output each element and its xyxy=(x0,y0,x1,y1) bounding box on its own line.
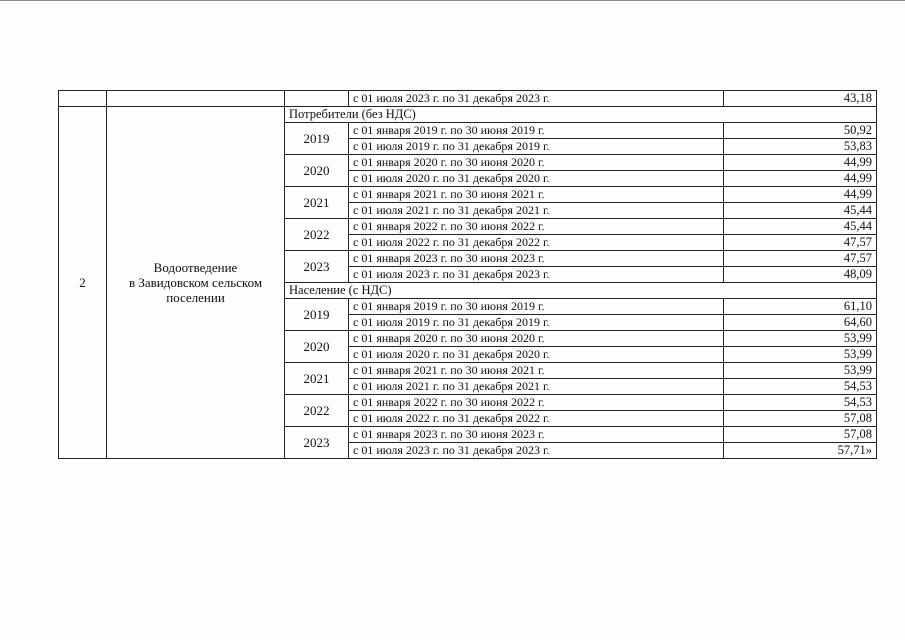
cell-value: 44,99 xyxy=(724,171,877,187)
cell-value: 57,08 xyxy=(724,411,877,427)
cell-year: 2022 xyxy=(285,219,349,251)
group-header-row xyxy=(59,107,877,123)
cell-period: с 01 января 2021 г. по 30 июня 2021 г. xyxy=(349,187,724,203)
cell-period: с 01 января 2019 г. по 30 июня 2019 г. xyxy=(349,123,724,139)
cell-service-number: 2 xyxy=(59,107,107,459)
cell-service-empty xyxy=(107,91,285,107)
cell-year-empty xyxy=(285,91,349,107)
cell-value: 54,53 xyxy=(724,395,877,411)
cell-value: 54,53 xyxy=(724,379,877,395)
cell-number-empty xyxy=(59,91,107,107)
cell-year: 2023 xyxy=(285,427,349,459)
cell-period: с 01 июля 2019 г. по 31 декабря 2019 г. xyxy=(349,315,724,331)
group-title-population: Население (с НДС) xyxy=(285,283,877,299)
cell-period: с 01 июля 2019 г. по 31 декабря 2019 г. xyxy=(349,139,724,155)
service-name-line2: в Завидовском сельском xyxy=(128,275,263,290)
cell-service-name xyxy=(107,107,285,459)
cell-period: с 01 июля 2023 г. по 31 декабря 2023 г. xyxy=(349,267,724,283)
cell-year: 2020 xyxy=(285,331,349,363)
service-name-line3: поселении xyxy=(166,290,225,305)
cell-period: с 01 января 2022 г. по 30 июня 2022 г. xyxy=(349,395,724,411)
cell-period: с 01 января 2023 г. по 30 июня 2023 г. xyxy=(349,427,724,443)
cell-value: 47,57 xyxy=(724,235,877,251)
cell-year: 2020 xyxy=(285,155,349,187)
cell-period: с 01 января 2020 г. по 30 июня 2020 г. xyxy=(349,155,724,171)
cell-period: с 01 июля 2023 г. по 31 декабря 2023 г. xyxy=(349,91,724,107)
cell-value: 53,99 xyxy=(724,363,877,379)
cell-period: с 01 июля 2020 г. по 31 декабря 2020 г. xyxy=(349,347,724,363)
cell-period: с 01 июля 2020 г. по 31 декабря 2020 г. xyxy=(349,171,724,187)
cell-value: 53,83 xyxy=(724,139,877,155)
group-title-consumers: Потребители (без НДС) xyxy=(285,107,877,123)
cell-value: 48,09 xyxy=(724,267,877,283)
cell-period: с 01 января 2022 г. по 30 июня 2022 г. xyxy=(349,219,724,235)
cell-value: 50,92 xyxy=(724,123,877,139)
cell-period: с 01 января 2021 г. по 30 июня 2021 г. xyxy=(349,363,724,379)
cell-value: 47,57 xyxy=(724,251,877,267)
cell-year: 2019 xyxy=(285,123,349,155)
cell-value: 44,99 xyxy=(724,187,877,203)
cell-value: 53,99 xyxy=(724,347,877,363)
cell-year: 2021 xyxy=(285,363,349,395)
cell-value: 45,44 xyxy=(724,203,877,219)
cell-value: 44,99 xyxy=(724,155,877,171)
tariff-table xyxy=(58,90,877,459)
cell-period: с 01 июля 2021 г. по 31 декабря 2021 г. xyxy=(349,203,724,219)
cell-year: 2021 xyxy=(285,187,349,219)
cell-value: 61,10 xyxy=(724,299,877,315)
cell-year: 2022 xyxy=(285,395,349,427)
cell-period: с 01 января 2019 г. по 30 июня 2019 г. xyxy=(349,299,724,315)
cell-value: 53,99 xyxy=(724,331,877,347)
cell-value: 57,08 xyxy=(724,427,877,443)
cell-value: 43,18 xyxy=(724,91,877,107)
table-row xyxy=(59,91,877,107)
cell-period: с 01 января 2023 г. по 30 июня 2023 г. xyxy=(349,251,724,267)
cell-year: 2019 xyxy=(285,299,349,331)
cell-value: 57,71» xyxy=(724,443,877,459)
cell-value: 64,60 xyxy=(724,315,877,331)
cell-period: с 01 июля 2022 г. по 31 декабря 2022 г. xyxy=(349,411,724,427)
cell-year: 2023 xyxy=(285,251,349,283)
service-name-line1: Водоотведение xyxy=(153,260,238,275)
cell-period: с 01 января 2020 г. по 30 июня 2020 г. xyxy=(349,331,724,347)
cell-period: с 01 июля 2022 г. по 31 декабря 2022 г. xyxy=(349,235,724,251)
cell-period: с 01 июля 2023 г. по 31 декабря 2023 г. xyxy=(349,443,724,459)
cell-period: с 01 июля 2021 г. по 31 декабря 2021 г. xyxy=(349,379,724,395)
page-top-edge xyxy=(0,0,905,3)
cell-value: 45,44 xyxy=(724,219,877,235)
